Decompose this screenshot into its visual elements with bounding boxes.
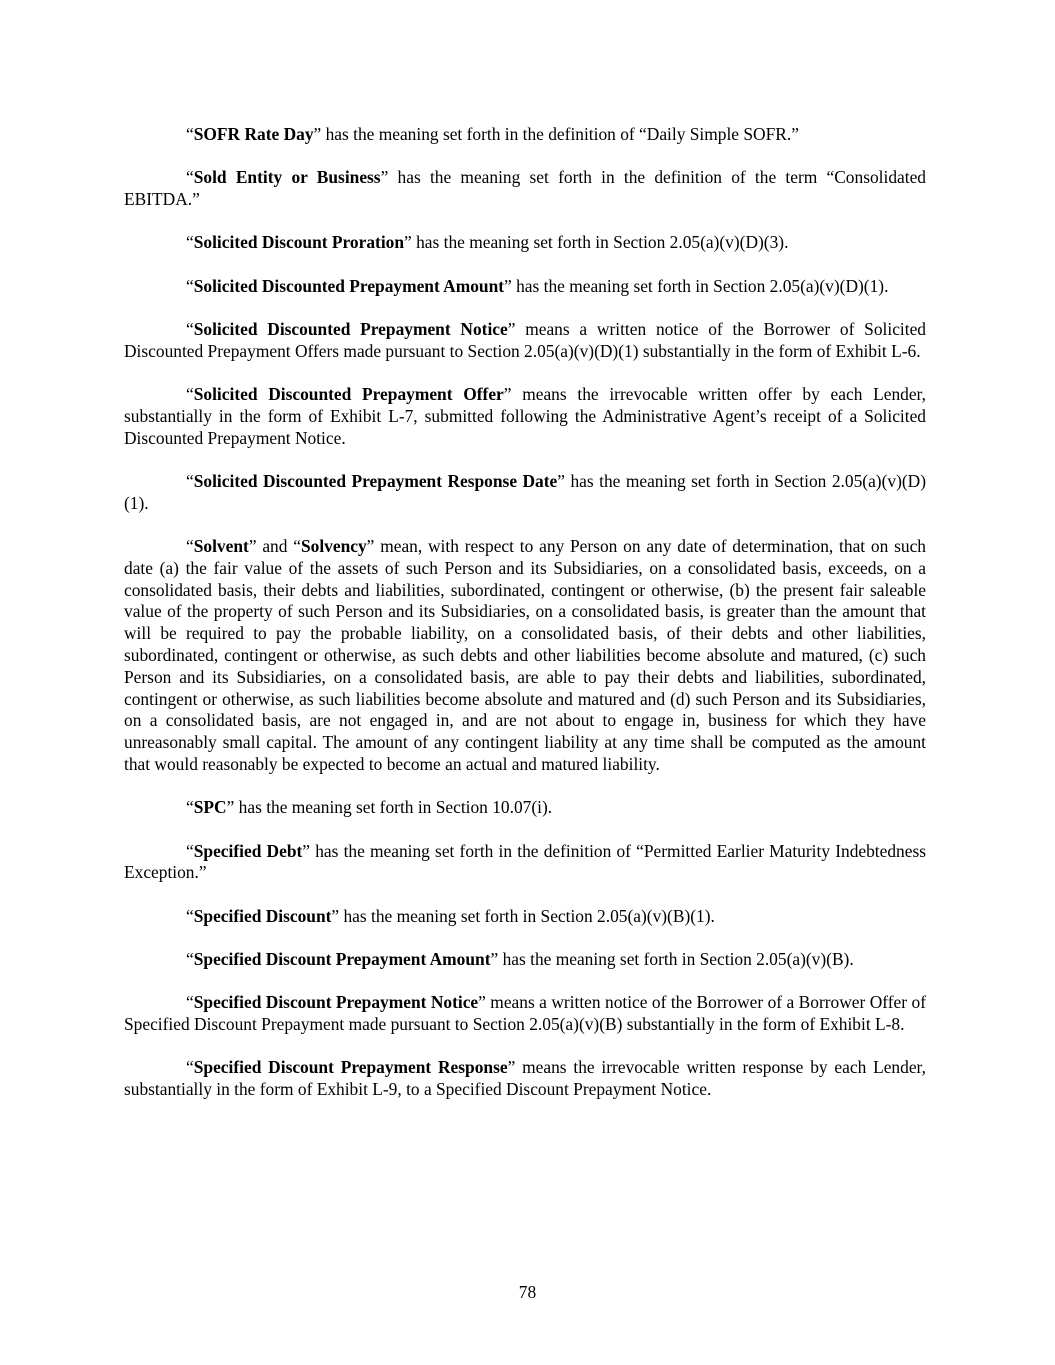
definition-text: ” has the meaning set forth in the definition of the term “Consolidated EBITDA.”: [124, 167, 926, 210]
open-quote: “: [186, 905, 194, 926]
defined-term: Solicited Discounted Prepayment Offer: [193, 384, 504, 405]
defined-term-secondary: Solvency: [300, 536, 367, 557]
defined-term: Specified Discount Prepayment Response: [193, 1057, 508, 1078]
definition-solicited-discounted-prepayment-amount: [124, 276, 926, 298]
open-quote: “: [186, 124, 194, 144]
definition-specified-discount-prepayment-response: [124, 1057, 926, 1101]
defined-term: SOFR Rate Day: [193, 124, 314, 144]
document-body: [124, 124, 926, 1123]
definition-solicited-discount-proration: [124, 232, 926, 254]
open-quote: “: [186, 949, 194, 970]
defined-term: SPC: [193, 797, 227, 818]
definition-specified-discount-prepayment-notice: [124, 992, 926, 1036]
open-quote: “: [186, 384, 194, 405]
open-quote: “: [186, 318, 194, 339]
definition-sold-entity-or-business: [124, 167, 926, 211]
definition-text: ” means a written notice of the Borrower of Solicited Discounted Prepayment Offers made pursuant to Section 2.05(a)(v)(D)(1) substantially in the form of Exhibit L-6.: [124, 318, 926, 361]
definition-text: ” mean, with respect to any Person on any date of determination, that on such date (a) the fair value of the assets of such Person and its Subsidiaries, on a consolidated basis, exceeds, on a consolidated basis, their debts and liabilities, subordinated, contingent or otherwise, (b) the present fair saleable value of the property of such Person and its Subsidiaries, on a consolidated basis, is greater than the amount that will be required to pay the probable liability, on a consolidated basis, of their debts and other liabilities, subordinated, contingent or otherwise, as such debts and other liabilities become absolute and matured, (c) such Person and its Subsidiaries, on a consolidated basis, are able to pay their debts and liabilities, subordinated, contingent or otherwise, as such liabilities become absolute and matured and (d) such Person and its Subsidiaries, on a consolidated basis, are not engaged in, and are not about to engage in, business for which they have unreasonably small capital. The amount of any contingent liability at any time shall be computed as the amount that would reasonably be expected to become an actual and matured liability.: [124, 536, 926, 775]
open-quote: “: [186, 536, 194, 557]
definition-specified-discount: [124, 906, 926, 928]
defined-term: Solicited Discount Proration: [193, 232, 405, 253]
definition-text: ” means the irrevocable written offer by each Lender, substantially in the form of Exhibit L-7, submitted following the Administrative Agent’s receipt of a Solicited Discounted Prepayment Notice.: [124, 384, 926, 448]
definition-text: ” has the meaning set forth in the definition of “Permitted Earlier Maturity Indebtedness Exception.”: [124, 840, 927, 883]
open-quote: “: [186, 167, 194, 188]
definition-text: ” has the meaning set forth in Section 2.05(a)(v)(D)(3).: [404, 232, 789, 253]
definition-text: ” has the meaning set forth in the definition of “Daily Simple SOFR.”: [313, 124, 799, 144]
definition-solicited-discounted-prepayment-notice: [124, 319, 926, 363]
definition-specified-debt: [124, 841, 926, 885]
defined-term: Specified Discount Prepayment Notice: [193, 992, 479, 1013]
defined-term: Sold Entity or Business: [193, 167, 381, 188]
defined-term: Specified Debt: [193, 840, 303, 861]
open-quote: “: [186, 232, 194, 253]
definition-solicited-discounted-prepayment-response-date: [124, 471, 926, 515]
term-joiner: ” and “: [248, 536, 301, 557]
defined-term: Solicited Discounted Prepayment Response Date: [193, 470, 558, 491]
definition-specified-discount-prepayment-amount: [124, 949, 926, 971]
defined-term: Specified Discount: [193, 905, 332, 926]
definition-text: ” has the meaning set forth in Section 2.05(a)(v)(D)(1).: [124, 470, 926, 513]
open-quote: “: [186, 470, 194, 491]
open-quote: “: [186, 797, 194, 818]
defined-term: Solvent: [193, 536, 249, 557]
definition-text: ” has the meaning set forth in Section 2.05(a)(v)(B)(1).: [331, 905, 715, 926]
defined-term: Solicited Discounted Prepayment Notice: [193, 318, 508, 339]
open-quote: “: [186, 1057, 194, 1078]
definition-text: ” has the meaning set forth in Section 2.05(a)(v)(D)(1).: [504, 275, 889, 296]
open-quote: “: [186, 840, 194, 861]
defined-term: Solicited Discounted Prepayment Amount: [193, 275, 505, 296]
definition-solvent-and-solvency: [124, 536, 926, 776]
definition-text: ” means a written notice of the Borrower of a Borrower Offer of Specified Discount Prepayment made pursuant to Section 2.05(a)(v)(B) substantially in the form of Exhibit L-8.: [124, 992, 926, 1035]
definition-text: ” has the meaning set forth in Section 10.07(i).: [226, 797, 553, 818]
definition-text: ” means the irrevocable written response by each Lender, substantially in the form of Exhibit L-9, to a Specified Discount Prepayment Notice.: [124, 1057, 926, 1100]
definition-sofr-rate-day: [124, 124, 926, 146]
open-quote: “: [186, 992, 194, 1013]
page-number: 78: [518, 1282, 537, 1302]
open-quote: “: [186, 275, 194, 296]
definition-text: ” has the meaning set forth in Section 2.05(a)(v)(B).: [490, 949, 854, 970]
defined-term: Specified Discount Prepayment Amount: [193, 949, 491, 970]
definition-solicited-discounted-prepayment-offer: [124, 384, 926, 449]
definition-spc: [124, 797, 926, 819]
